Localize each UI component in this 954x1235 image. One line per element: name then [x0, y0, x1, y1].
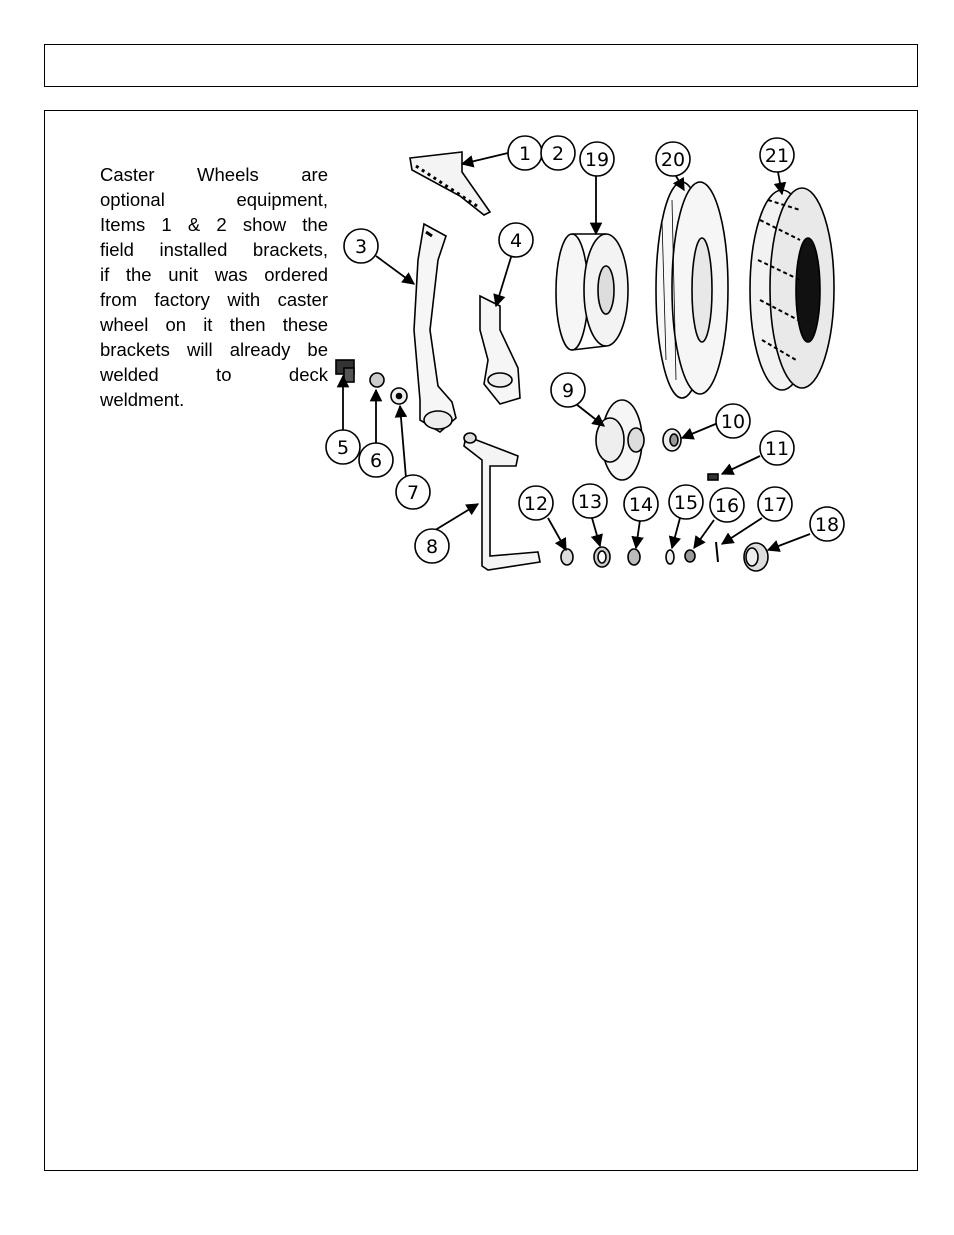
smooth-tire-part: [656, 182, 728, 398]
thrust-washer-part: [666, 550, 674, 564]
rim-part: [556, 234, 628, 350]
description-line: brackets will already be: [100, 339, 328, 360]
description-line: weldment.: [100, 389, 185, 410]
description-line: welded to deck: [100, 364, 328, 385]
callout-15: [669, 485, 703, 519]
callout-label: 10: [720, 411, 746, 433]
callout-13: [573, 484, 607, 518]
callout-4: [499, 223, 533, 257]
callout-17: [758, 487, 792, 521]
callout-6: [359, 443, 393, 477]
callout-2: [541, 136, 575, 170]
callout-label: 1: [518, 143, 532, 165]
bearing-cap-part: [663, 429, 681, 451]
slotted-nut-part: [685, 550, 695, 562]
callout-1: [508, 136, 542, 170]
callout-16: [710, 488, 744, 522]
callout-label: 16: [714, 495, 740, 517]
description-line: optional equipment,: [100, 189, 328, 210]
callout-label: 20: [660, 149, 686, 171]
description-line: field installed brackets,: [100, 239, 328, 260]
callout-7: [396, 475, 430, 509]
description-line: Caster Wheels are: [100, 164, 328, 185]
caster-arm-part: [414, 224, 456, 432]
washer-part: [391, 388, 407, 404]
callout-label: 17: [762, 494, 788, 516]
callout-14: [624, 487, 658, 521]
callout-label: 6: [369, 450, 383, 472]
callout-9: [551, 373, 585, 407]
dust-cap-part: [744, 543, 768, 571]
callout-8: [415, 529, 449, 563]
description-line: from factory with caster: [100, 289, 328, 310]
callout-label: 14: [628, 494, 654, 516]
callout-label: 4: [509, 230, 523, 252]
callout-3: [344, 229, 378, 263]
callout-label: 18: [814, 514, 840, 536]
grease-fitting-part: [708, 474, 718, 480]
treaded-tire-part: [750, 188, 834, 390]
cone-part: [628, 549, 640, 565]
description-line: if the unit was ordered: [100, 264, 328, 285]
bearing-part: [561, 549, 573, 565]
callout-10: [716, 404, 750, 438]
callout-11: [760, 431, 794, 465]
hub-part: [596, 400, 644, 480]
callout-label: 7: [406, 482, 420, 504]
seal-part: [594, 547, 610, 567]
bracket-part: [410, 152, 490, 215]
callout-label: 8: [425, 536, 439, 558]
callout-label: 3: [354, 236, 368, 258]
description-line: Items 1 & 2 show the: [100, 214, 328, 235]
callout-21: [760, 138, 794, 172]
callout-label: 19: [584, 149, 610, 171]
callout-label: 13: [577, 491, 603, 513]
callout-19: [580, 142, 614, 176]
callout-label: 15: [673, 492, 699, 514]
callout-label: 5: [336, 437, 350, 459]
callout-label: 21: [764, 145, 790, 167]
nut-part: [370, 373, 384, 387]
callout-label: 9: [561, 380, 575, 402]
cotter-pin-part: [716, 542, 718, 562]
callout-12: [519, 486, 553, 520]
callout-18: [810, 507, 844, 541]
description-line: wheel on it then these: [100, 314, 328, 335]
callout-label: 2: [551, 143, 565, 165]
callout-label: 11: [764, 438, 790, 460]
callout-5: [326, 430, 360, 464]
callout-20: [656, 142, 690, 176]
bolt-part: [336, 360, 354, 382]
callout-label: 12: [523, 493, 549, 515]
caster-bracket-part: [480, 296, 520, 404]
